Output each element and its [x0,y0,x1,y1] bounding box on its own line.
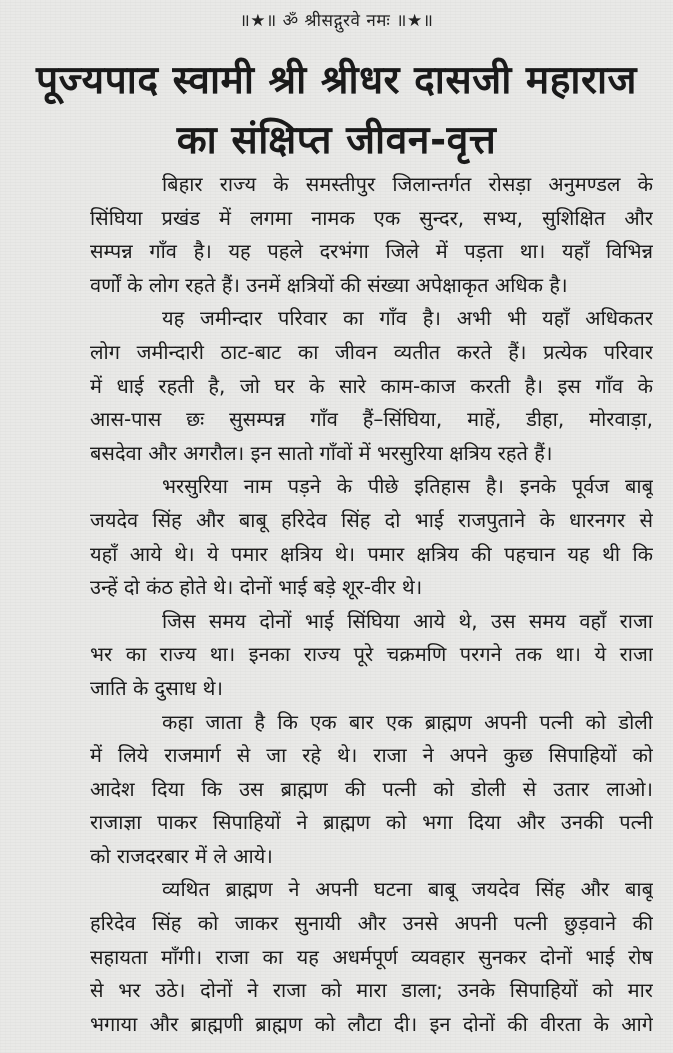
text-line: बसदेवा और अगरौल। इन सातो गाँवों में भरसुरिया क्षत्रिय रहते हैं। [90,440,553,465]
invocation-header: ॥★॥ ॐ श्रीसद्गुरवे नमः ॥★॥ [239,11,434,31]
text-line: आदेश दिया कि उस ब्राह्मण की पत्नी को डोली से उतार लाओ। [90,776,653,801]
text-line: बिहार राज्य के समस्तीपुर जिलान्तर्गत रोसड़ा अनुमण्डल के [162,172,653,196]
paragraph-5 [18,706,653,874]
text-line: कहा जाता है कि एक बार एक ब्राह्मण अपनी पत्नी को डोली [162,709,653,734]
paragraph-6 [18,873,653,1041]
text-line: भरसुरिया नाम पड़ने के पीछे इतिहास है। इनके पूर्वज बाबू [162,474,653,499]
text-line: से भर उठे। दोनों ने राजा को मारा डाला; उनके सिपाहियों को मार [90,978,653,1003]
page-title-line-1: पूज्यपाद स्वामी श्री श्रीधर दासजी महाराज [35,58,637,103]
text-line: को राजदरबार में ले आये। [90,843,273,868]
text-line: भगाया और ब्राह्मणी ब्राह्मण को लौटा दी। इन दोनों की वीरता के आगे [90,1011,653,1036]
text-line: यह जमीन्दार परिवार का गाँव है। अभी भी यहाँ अधिकतर [162,306,653,331]
text-line: जाति के दुसाध थे। [90,675,224,700]
text-line: हरिदेव सिंह को जाकर सुनायी और उनसे अपनी पत्नी छुड़वाने की [90,911,653,936]
text-line: जयदेव सिंह और बाबू हरिदेव सिंह दो भाई राजपुताने के धारनगर से [90,507,653,532]
paragraph-4 [18,605,653,706]
text-line: में लिये राजमार्ग से जा रहे थे। राजा ने अपने कुछ सिपाहियों को [90,743,653,768]
paragraph-3 [18,470,653,604]
text-line: सहायता माँगी। राजा का यह अधर्मपूर्ण व्यवहार सुनकर दोनों भाई रोष [90,944,653,969]
text-line: राजाज्ञा पाकर सिपाहियों ने ब्राह्मण को भगा दिया और उनकी पत्नी [90,810,653,835]
text-line: जिस समय दोनों भाई सिंघिया आये थे, उस समय वहाँ राजा [162,608,653,633]
text-line: लोग जमीन्दारी ठाट-बाट का जीवन व्यतीत करते हैं। प्रत्येक परिवार [90,339,653,364]
paragraph-1 [18,168,653,302]
text-line: यहाँ आये थे। ये पमार क्षत्रिय थे। पमार क्षत्रिय की पहचान यह थी कि [90,541,653,566]
text-line: भर का राज्य था। इनका राज्य पूरे चक्रमणि परगने तक था। ये राजा [90,642,653,667]
text-line: में धाई रहती है, जो घर के सारे काम-काज करती है। इस गाँव के [90,373,653,398]
text-line: उन्हें दो कंठ होते थे। दोनों भाई बड़े शूर-वीर थे। [90,575,423,600]
page-title-line-2: का संक्षिप्त जीवन-वृत्त [176,118,497,163]
body-text [18,168,653,1041]
text-line: वर्णों के लोग रहते हैं। उनमें क्षत्रियों की संख्या अपेक्षाकृत अधिक है। [90,272,568,297]
text-line: सिंघिया प्रखंड में लगमा नामक एक सुन्दर, सभ्य, सुशिक्षित और [90,205,653,230]
text-line: सम्पन्न गाँव है। यह पहले दरभंगा जिले में पड़ता था। यहाँ विभिन्न [90,239,653,264]
paragraph-2 [18,302,653,470]
text-line: आस-पास छः सुसम्पन्न गाँव हैं–सिंघिया, माहें, डीहा, मोरवाड़ा, [90,407,653,432]
text-line: व्यथित ब्राह्मण ने अपनी घटना बाबू जयदेव सिंह और बाबू [162,877,653,902]
